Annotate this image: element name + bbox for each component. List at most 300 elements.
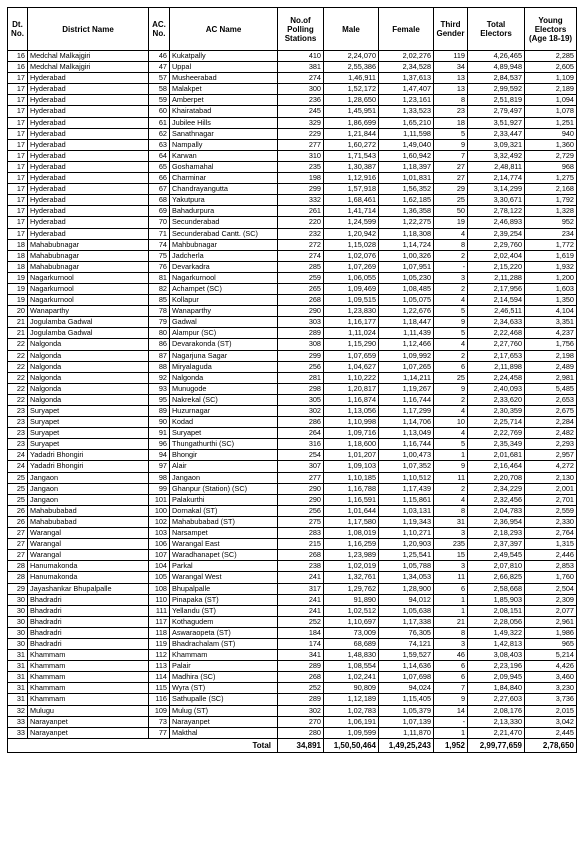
cell-total-electors: 2,08,151 <box>468 605 525 616</box>
cell-polling: 198 <box>278 173 324 184</box>
header-female: Female <box>379 8 434 51</box>
cell-female: 1,15,861 <box>379 494 434 505</box>
cell-district: Bhadradri <box>28 594 149 605</box>
cell-total-electors: 3,14,299 <box>468 184 525 195</box>
cell-ac-no: 112 <box>149 650 170 661</box>
cell-polling: 329 <box>278 117 324 128</box>
cell-third: 11 <box>434 572 468 583</box>
cell-female: 1,05,075 <box>379 295 434 306</box>
cell-male: 1,09,599 <box>324 727 379 738</box>
cell-district: Hyderabad <box>28 217 149 228</box>
cell-third: 8 <box>434 95 468 106</box>
cell-total-electors: 2,34,229 <box>468 483 525 494</box>
cell-dt-no: 31 <box>8 683 28 694</box>
cell-total-electors: 2,58,668 <box>468 583 525 594</box>
cell-ac-no: 99 <box>149 483 170 494</box>
cell-district: Mahabubnagar <box>28 239 149 250</box>
cell-total-electors: 2,24,458 <box>468 372 525 383</box>
cell-district: Hyderabad <box>28 139 149 150</box>
cell-ac-no: 108 <box>149 583 170 594</box>
cell-polling: 261 <box>278 206 324 217</box>
cell-dt-no: 22 <box>8 394 28 405</box>
cell-male: 1,10,222 <box>324 372 379 383</box>
cell-female: 1,20,903 <box>379 539 434 550</box>
cell-young: 2,764 <box>525 528 577 539</box>
cell-polling: 286 <box>278 417 324 428</box>
cell-female: 1,17,299 <box>379 406 434 417</box>
cell-ac-no: 67 <box>149 184 170 195</box>
cell-total-electors: 2,34,633 <box>468 317 525 328</box>
cell-young: 1,109 <box>525 73 577 84</box>
cell-polling: 241 <box>278 594 324 605</box>
table-body <box>8 51 577 739</box>
cell-district: Mulugu <box>28 705 149 716</box>
cell-third: 8 <box>434 627 468 638</box>
cell-dt-no: 17 <box>8 217 28 228</box>
cell-ac-name: Wanaparthy <box>170 306 278 317</box>
table-row <box>8 450 577 461</box>
cell-polling: 410 <box>278 51 324 62</box>
cell-dt-no: 26 <box>8 516 28 527</box>
table-row <box>8 727 577 738</box>
cell-third: 4 <box>434 428 468 439</box>
cell-polling: 174 <box>278 638 324 649</box>
table-row <box>8 372 577 383</box>
cell-male: 1,12,916 <box>324 173 379 184</box>
cell-ac-name: Devarkadra <box>170 261 278 272</box>
cell-ac-name: Ghanpur (Station) (SC) <box>170 483 278 494</box>
cell-district: Nagarkurnool <box>28 283 149 294</box>
cell-ac-no: 79 <box>149 317 170 328</box>
cell-young: 2,446 <box>525 550 577 561</box>
cell-dt-no: 23 <box>8 406 28 417</box>
cell-polling: 277 <box>278 472 324 483</box>
cell-ac-name: Amberpet <box>170 95 278 106</box>
cell-ac-no: 57 <box>149 73 170 84</box>
cell-young: 2,489 <box>525 361 577 372</box>
header-ac-name: AC Name <box>170 8 278 51</box>
cell-male: 1,30,387 <box>324 161 379 172</box>
cell-third: 2 <box>434 250 468 261</box>
table-row <box>8 339 577 350</box>
cell-district: Bhadradri <box>28 638 149 649</box>
cell-ac-no: 106 <box>149 539 170 550</box>
cell-young: 2,284 <box>525 417 577 428</box>
cell-district: Warangal <box>28 539 149 550</box>
cell-young: 2,015 <box>525 705 577 716</box>
cell-district: Jangaon <box>28 494 149 505</box>
cell-male: 1,23,989 <box>324 550 379 561</box>
cell-female: 1,14,211 <box>379 372 434 383</box>
cell-ac-no: 80 <box>149 328 170 339</box>
cell-female: 1,36,358 <box>379 206 434 217</box>
cell-dt-no: 17 <box>8 128 28 139</box>
table-row <box>8 206 577 217</box>
table-row <box>8 550 577 561</box>
cell-male: 1,06,191 <box>324 716 379 727</box>
cell-young: 1,792 <box>525 195 577 206</box>
cell-total-electors: 2,51,819 <box>468 95 525 106</box>
cell-ac-no: 89 <box>149 406 170 417</box>
cell-third: 3 <box>434 561 468 572</box>
cell-female: 1,03,131 <box>379 505 434 516</box>
cell-third: 13 <box>434 73 468 84</box>
table-row <box>8 439 577 450</box>
cell-district: Hyderabad <box>28 206 149 217</box>
cell-female: 1,16,744 <box>379 439 434 450</box>
cell-ac-name: Karwan <box>170 150 278 161</box>
cell-young: 1,619 <box>525 250 577 261</box>
cell-ac-name: Jubilee Hills <box>170 117 278 128</box>
cell-polling: 308 <box>278 339 324 350</box>
cell-polling: 277 <box>278 139 324 150</box>
cell-male: 1,10,998 <box>324 417 379 428</box>
cell-ac-no: 111 <box>149 605 170 616</box>
cell-ac-name: Charminar <box>170 173 278 184</box>
table-row <box>8 483 577 494</box>
cell-ac-no: 60 <box>149 106 170 117</box>
cell-ac-no: 109 <box>149 705 170 716</box>
cell-young: 2,729 <box>525 150 577 161</box>
cell-polling: 302 <box>278 406 324 417</box>
cell-district: Khammam <box>28 650 149 661</box>
electors-table-container <box>7 7 577 753</box>
cell-young: 2,701 <box>525 494 577 505</box>
cell-third: 18 <box>434 117 468 128</box>
cell-third: 6 <box>434 672 468 683</box>
cell-total-electors: 2,09,945 <box>468 672 525 683</box>
table-row <box>8 594 577 605</box>
cell-ac-name: Huzurnagar <box>170 406 278 417</box>
cell-district: Yadadri Bhongiri <box>28 461 149 472</box>
cell-total-electors: 2,29,760 <box>468 239 525 250</box>
cell-dt-no: 31 <box>8 672 28 683</box>
cell-male: 1,16,591 <box>324 494 379 505</box>
cell-third: 1 <box>434 594 468 605</box>
cell-total-electors: 2,22,769 <box>468 428 525 439</box>
cell-young: 2,077 <box>525 605 577 616</box>
total-female: 1,49,25,243 <box>379 738 434 752</box>
cell-dt-no: 17 <box>8 117 28 128</box>
cell-ac-name: Mahbubnagar <box>170 239 278 250</box>
cell-female: 1,07,352 <box>379 461 434 472</box>
cell-total-electors: 2,04,783 <box>468 505 525 516</box>
cell-district: Nalgonda <box>28 383 149 394</box>
cell-female: 1,22,676 <box>379 306 434 317</box>
cell-district: Mahabubabad <box>28 516 149 527</box>
cell-ac-no: 116 <box>149 694 170 705</box>
cell-female: 1,00,473 <box>379 450 434 461</box>
cell-polling: 256 <box>278 361 324 372</box>
cell-total-electors: 2,30,359 <box>468 406 525 417</box>
cell-polling: 283 <box>278 528 324 539</box>
cell-male: 1,29,762 <box>324 583 379 594</box>
cell-ac-name: Parkal <box>170 561 278 572</box>
cell-female: 1,49,040 <box>379 139 434 150</box>
cell-male: 1,01,644 <box>324 505 379 516</box>
cell-dt-no: 17 <box>8 84 28 95</box>
cell-polling: 229 <box>278 128 324 139</box>
cell-third: 2 <box>434 483 468 494</box>
cell-ac-name: Waradhanapet (SC) <box>170 550 278 561</box>
cell-ac-name: Aswaraopeta (ST) <box>170 627 278 638</box>
cell-dt-no: 22 <box>8 372 28 383</box>
cell-total-electors: 2,07,810 <box>468 561 525 572</box>
cell-total-electors: 2,25,714 <box>468 417 525 428</box>
cell-male: 1,04,627 <box>324 361 379 372</box>
cell-female: 1,05,379 <box>379 705 434 716</box>
cell-polling: 274 <box>278 73 324 84</box>
cell-male: 1,09,469 <box>324 283 379 294</box>
cell-total-electors: 2,17,653 <box>468 350 525 361</box>
cell-dt-no: 16 <box>8 62 28 73</box>
cell-polling: 270 <box>278 716 324 727</box>
cell-dt-no: 17 <box>8 106 28 117</box>
cell-polling: 289 <box>278 661 324 672</box>
cell-young: 1,760 <box>525 572 577 583</box>
cell-third: 1 <box>434 450 468 461</box>
cell-total-electors: 2,13,330 <box>468 716 525 727</box>
cell-third: 9 <box>434 461 468 472</box>
cell-polling: 268 <box>278 672 324 683</box>
cell-male: 1,02,512 <box>324 605 379 616</box>
cell-ac-name: Warangal East <box>170 539 278 550</box>
table-row <box>8 184 577 195</box>
cell-third: 235 <box>434 539 468 550</box>
cell-polling: 268 <box>278 550 324 561</box>
cell-ac-name: Nagarkurnool <box>170 272 278 283</box>
cell-total-electors: 2,17,956 <box>468 283 525 294</box>
cell-female: 1,47,407 <box>379 84 434 95</box>
cell-district: Suryapet <box>28 417 149 428</box>
cell-polling: 299 <box>278 184 324 195</box>
cell-ac-name: Bhupalpalle <box>170 583 278 594</box>
cell-district: Bhadradri <box>28 605 149 616</box>
cell-ac-name: Secunderabad <box>170 217 278 228</box>
cell-ac-name: Goshamahal <box>170 161 278 172</box>
cell-polling: 302 <box>278 705 324 716</box>
cell-ac-no: 62 <box>149 128 170 139</box>
table-row <box>8 272 577 283</box>
cell-polling: 259 <box>278 272 324 283</box>
table-row <box>8 394 577 405</box>
cell-female: 1,07,139 <box>379 716 434 727</box>
cell-ac-name: Narayanpet <box>170 716 278 727</box>
cell-male: 1,86,699 <box>324 117 379 128</box>
table-row <box>8 383 577 394</box>
cell-polling: 307 <box>278 461 324 472</box>
cell-female: 1,01,831 <box>379 173 434 184</box>
cell-female: 1,65,210 <box>379 117 434 128</box>
cell-female: 1,62,185 <box>379 195 434 206</box>
cell-polling: 232 <box>278 228 324 239</box>
cell-district: Hyderabad <box>28 173 149 184</box>
cell-polling: 316 <box>278 439 324 450</box>
cell-district: Hyderabad <box>28 228 149 239</box>
cell-polling: 256 <box>278 505 324 516</box>
cell-young: 940 <box>525 128 577 139</box>
cell-young: 2,961 <box>525 616 577 627</box>
cell-district: Jayashankar Bhupalpalle <box>28 583 149 594</box>
cell-ac-no: 117 <box>149 616 170 627</box>
cell-ac-no: 114 <box>149 672 170 683</box>
cell-young: 2,559 <box>525 505 577 516</box>
cell-ac-name: Pinapaka (ST) <box>170 594 278 605</box>
cell-young: 5,485 <box>525 383 577 394</box>
cell-dt-no: 20 <box>8 306 28 317</box>
cell-polling: 215 <box>278 539 324 550</box>
cell-total-electors: 3,51,927 <box>468 117 525 128</box>
table-row <box>8 461 577 472</box>
cell-female: 1,18,397 <box>379 161 434 172</box>
cell-dt-no: 22 <box>8 383 28 394</box>
cell-ac-name: Nalgonda <box>170 372 278 383</box>
cell-young: 2,957 <box>525 450 577 461</box>
cell-female: 1,14,636 <box>379 661 434 672</box>
cell-young: 2,293 <box>525 439 577 450</box>
cell-total-electors: 2,79,497 <box>468 106 525 117</box>
cell-third: 2 <box>434 283 468 294</box>
cell-dt-no: 19 <box>8 283 28 294</box>
header-male: Male <box>324 8 379 51</box>
cell-ac-no: 61 <box>149 117 170 128</box>
cell-polling: 184 <box>278 627 324 638</box>
cell-ac-no: 76 <box>149 261 170 272</box>
cell-total-electors: 2,78,122 <box>468 206 525 217</box>
cell-total-electors: 4,26,465 <box>468 51 525 62</box>
cell-third: 10 <box>434 417 468 428</box>
cell-third: 46 <box>434 650 468 661</box>
cell-polling: 264 <box>278 428 324 439</box>
cell-third: 5 <box>434 306 468 317</box>
cell-third: 2 <box>434 394 468 405</box>
cell-ac-no: 87 <box>149 350 170 361</box>
cell-female: 1,10,512 <box>379 472 434 483</box>
table-row <box>8 239 577 250</box>
cell-total-electors: 2,21,470 <box>468 727 525 738</box>
cell-third: 9 <box>434 694 468 705</box>
cell-young: 1,932 <box>525 261 577 272</box>
cell-ac-name: Makthal <box>170 727 278 738</box>
cell-polling: 305 <box>278 394 324 405</box>
cell-young: 2,285 <box>525 51 577 62</box>
cell-district: Mahabubnagar <box>28 250 149 261</box>
cell-dt-no: 18 <box>8 261 28 272</box>
header-total: Total Electors <box>468 8 525 51</box>
cell-ac-name: Miryalaguda <box>170 361 278 372</box>
cell-district: Khammam <box>28 661 149 672</box>
cell-ac-no: 73 <box>149 716 170 727</box>
cell-male: 2,55,386 <box>324 62 379 73</box>
cell-male: 73,009 <box>324 627 379 638</box>
cell-young: 952 <box>525 217 577 228</box>
cell-male: 1,13,056 <box>324 406 379 417</box>
cell-total-electors: 2,08,176 <box>468 705 525 716</box>
cell-district: Hanumakonda <box>28 561 149 572</box>
cell-third: 14 <box>434 705 468 716</box>
cell-ac-no: 110 <box>149 594 170 605</box>
cell-female: 1,19,343 <box>379 516 434 527</box>
cell-district: Nagarkurnool <box>28 295 149 306</box>
cell-female: 1,07,951 <box>379 261 434 272</box>
cell-ac-no: 47 <box>149 62 170 73</box>
table-row <box>8 117 577 128</box>
cell-third: 7 <box>434 683 468 694</box>
cell-ac-name: Bhongir <box>170 450 278 461</box>
cell-female: 1,00,326 <box>379 250 434 261</box>
cell-female: 1,07,698 <box>379 672 434 683</box>
cell-ac-name: Kollapur <box>170 295 278 306</box>
cell-dt-no: 31 <box>8 650 28 661</box>
cell-dt-no: 32 <box>8 705 28 716</box>
cell-female: 1,19,267 <box>379 383 434 394</box>
cell-total-electors: 2,16,464 <box>468 461 525 472</box>
cell-male: 1,32,761 <box>324 572 379 583</box>
table-row <box>8 250 577 261</box>
cell-ac-name: Palair <box>170 661 278 672</box>
cell-ac-name: Alair <box>170 461 278 472</box>
cell-total-electors: 2,11,898 <box>468 361 525 372</box>
cell-male: 1,21,844 <box>324 128 379 139</box>
cell-district: Hyderabad <box>28 195 149 206</box>
cell-total-electors: 2,40,093 <box>468 383 525 394</box>
cell-total-electors: 2,46,893 <box>468 217 525 228</box>
cell-total-electors: 2,14,774 <box>468 173 525 184</box>
cell-ac-no: 85 <box>149 295 170 306</box>
cell-male: 1,45,951 <box>324 106 379 117</box>
cell-dt-no: 23 <box>8 439 28 450</box>
table-row <box>8 528 577 539</box>
cell-dt-no: 31 <box>8 661 28 672</box>
cell-dt-no: 17 <box>8 195 28 206</box>
table-row <box>8 361 577 372</box>
cell-third: 31 <box>434 516 468 527</box>
cell-female: 1,33,523 <box>379 106 434 117</box>
cell-total-electors: 2,48,811 <box>468 161 525 172</box>
cell-third: 19 <box>434 217 468 228</box>
cell-male: 1,10,185 <box>324 472 379 483</box>
cell-dt-no: 17 <box>8 73 28 84</box>
table-row <box>8 650 577 661</box>
cell-district: Nalgonda <box>28 372 149 383</box>
table-row <box>8 638 577 649</box>
cell-male: 1,02,783 <box>324 705 379 716</box>
cell-ac-name: Nakrekal (SC) <box>170 394 278 405</box>
cell-ac-no: 107 <box>149 550 170 561</box>
cell-total-electors: 2,33,620 <box>468 394 525 405</box>
cell-total-electors: 2,28,056 <box>468 616 525 627</box>
cell-young: 3,736 <box>525 694 577 705</box>
cell-dt-no: 18 <box>8 250 28 261</box>
cell-district: Khammam <box>28 683 149 694</box>
cell-male: 1,16,177 <box>324 317 379 328</box>
cell-ac-no: 81 <box>149 272 170 283</box>
cell-total-electors: 1,84,840 <box>468 683 525 694</box>
cell-dt-no: 30 <box>8 605 28 616</box>
cell-third: 27 <box>434 173 468 184</box>
cell-ac-no: 101 <box>149 494 170 505</box>
cell-male: 1,11,024 <box>324 328 379 339</box>
cell-third: 3 <box>434 528 468 539</box>
cell-polling: 235 <box>278 161 324 172</box>
cell-female: 1,14,706 <box>379 417 434 428</box>
cell-dt-no: 28 <box>8 572 28 583</box>
table-row <box>8 261 577 272</box>
cell-male: 68,689 <box>324 638 379 649</box>
table-row <box>8 62 577 73</box>
cell-female: 1,28,900 <box>379 583 434 594</box>
cell-ac-no: 71 <box>149 228 170 239</box>
